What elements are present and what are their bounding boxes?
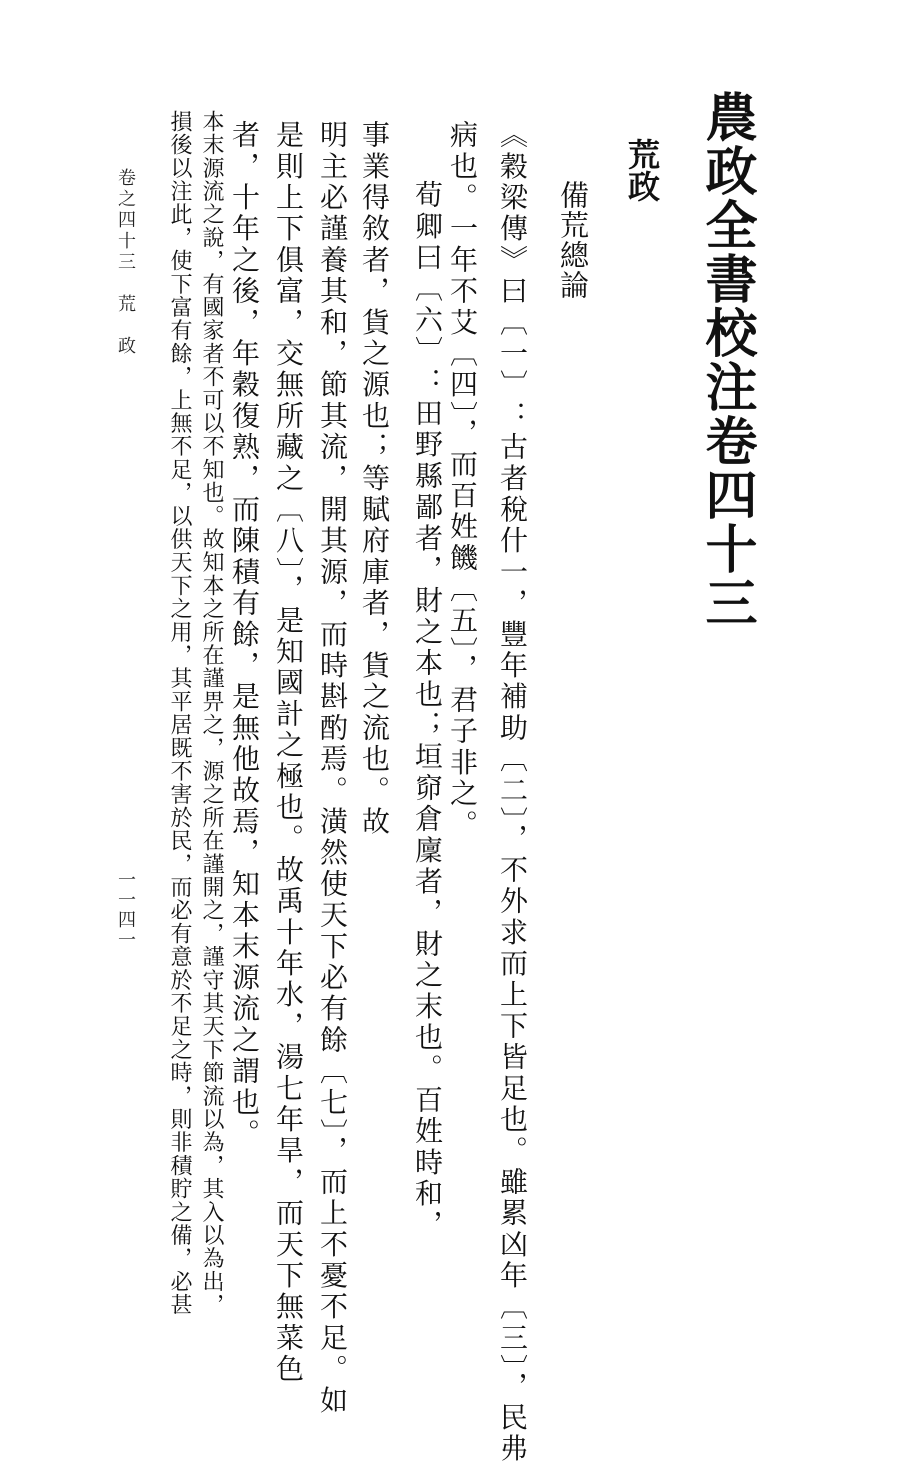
page-title: 農政全書校注卷四十三: [696, 90, 757, 630]
text-column-4: 事業得敘者，貨之源也；等賦府庫者，貨之流也。故: [358, 120, 391, 838]
text-column-5: 明主必謹養其和，節其流，開其源，而時斟酌焉。潢然使天下必有餘〔七〕，而上不憂不足。如: [316, 120, 349, 1417]
text-column-9: 損後以注此，使下富有餘，上無不足，以供天下之用，其平居既不害於民，而必有意於不足之時，則非積貯之備，必甚: [167, 110, 192, 1317]
text-column-2: 病也。一年不艾〔四〕，而百姓饑〔五〕，君子非之。: [446, 120, 479, 841]
page-number: 一一四一: [115, 870, 136, 950]
text-column-1: 《穀梁傳》曰〔一〕：古者稅什一，豐年補助〔二〕，不外求而上下皆足也。雖累凶年〔三〕，民弗: [496, 120, 529, 1465]
section-heading: 備荒總論: [556, 180, 590, 300]
text-column-3: 荀卿曰〔六〕：田野縣鄙者，財之本也；垣窌倉廩者，財之末也。百姓時和，: [411, 180, 444, 1241]
section-title: 荒政: [623, 138, 661, 202]
text-column-6: 是則上下俱富，交無所藏之〔八〕，是知國計之極也。故禹十年水，湯七年旱，而天下無菜色: [272, 120, 305, 1386]
text-column-8: 本末源流之說，有國家者不可以不知也。故知本之所在謹畀之，源之所在謹開之，謹守其天下節流以為，其入以為出，: [199, 110, 224, 1317]
footer-chapter: 卷之四十三 荒 政: [115, 168, 136, 357]
text-column-7: 者，十年之後，年穀復熟，而陳積有餘，是無他故焉，知本末源流之謂也。: [228, 120, 261, 1150]
